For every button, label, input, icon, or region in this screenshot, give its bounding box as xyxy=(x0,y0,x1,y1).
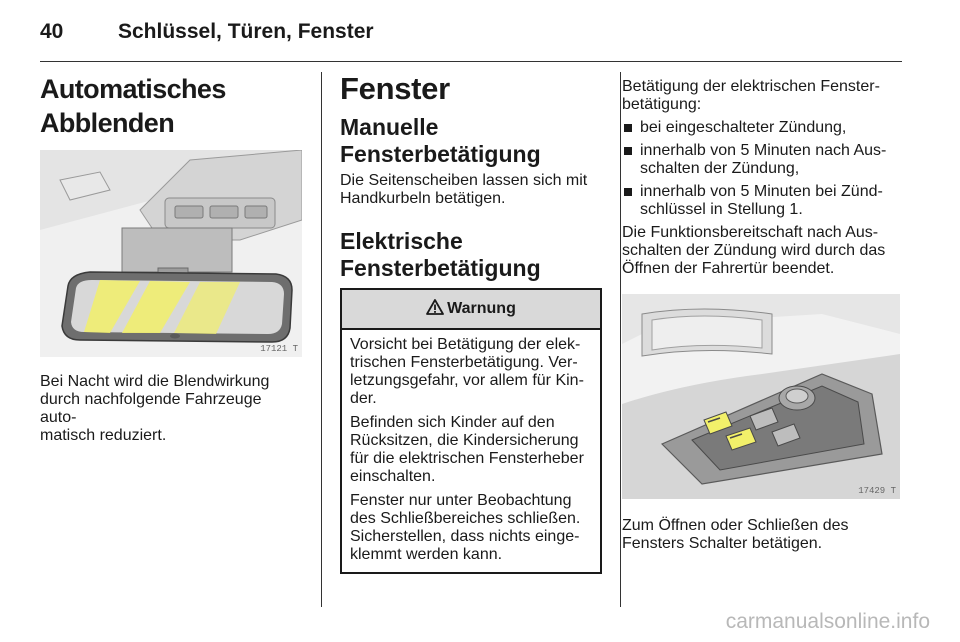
text-line: klemmt werden kann. xyxy=(350,546,503,563)
text-line: bei eingeschalteter Zündung, xyxy=(640,119,847,136)
text-line: Bei Nacht wird die Blendwirkung xyxy=(40,373,270,390)
text-line: innerhalb von 5 Minuten bei Zünd- xyxy=(640,183,883,200)
text-line: Betätigung der elektrischen Fenster- xyxy=(622,78,880,95)
bullet-square-icon xyxy=(624,124,632,132)
readiness-paragraph xyxy=(622,224,904,278)
figure-rearview-mirror xyxy=(40,150,302,357)
text-line: letzungsgefahr, vor allem für Kin- xyxy=(350,372,584,389)
text-line: innerhalb von 5 Minuten nach Aus- xyxy=(640,142,887,159)
text-line: Fenster nur unter Beobachtung xyxy=(350,492,572,509)
text-line: Elektrische xyxy=(340,228,463,254)
text-line: Fensterbetätigung xyxy=(340,255,541,281)
warning-paragraph xyxy=(350,336,592,408)
warning-title: Warnung xyxy=(447,300,516,317)
column-divider-2 xyxy=(620,72,621,607)
figure-window-switch xyxy=(622,294,900,499)
warning-paragraph xyxy=(350,414,592,486)
text-line: schalten der Zündung, xyxy=(640,160,800,177)
warning-icon xyxy=(426,299,444,320)
text-line: trischen Fensterbetätigung. Ver- xyxy=(350,354,578,371)
text-line: schalten der Zündung wird durch das xyxy=(622,242,886,259)
text-line: Fensterbetätigung xyxy=(340,141,541,167)
figure-code: 17121 T xyxy=(260,344,298,354)
text-line: Öffnen der Fahrertür beendet. xyxy=(622,260,835,277)
bullet-square-icon xyxy=(624,147,632,155)
text-line: einschalten. xyxy=(350,468,436,485)
section-heading-fenster: Fenster xyxy=(340,71,450,106)
list-item xyxy=(622,183,904,219)
manuelle-description xyxy=(340,172,602,208)
text-line: Zum Öffnen oder Schließen des xyxy=(622,517,849,534)
text-line: schlüssel in Stellung 1. xyxy=(640,201,803,218)
right-column xyxy=(622,78,904,553)
switch-caption xyxy=(622,517,904,553)
text-line: durch nachfolgende Fahrzeuge auto- xyxy=(40,391,262,426)
conditions-list xyxy=(622,119,904,219)
list-item xyxy=(622,119,904,137)
page-header xyxy=(40,14,920,48)
warning-header xyxy=(342,290,600,330)
text-line: matisch reduziert. xyxy=(40,427,167,444)
watermark: carmanualsonline.info xyxy=(725,610,930,633)
text-line: Handkurbeln betätigen. xyxy=(340,190,506,207)
text-line: für die elektrischen Fensterheber xyxy=(350,450,584,467)
text-line: Manuelle xyxy=(340,114,439,140)
text-line: Befinden sich Kinder auf den xyxy=(350,414,555,431)
subheading-elektrische xyxy=(340,228,602,282)
text-line: Die Funktionsbereitschaft nach Aus- xyxy=(622,224,879,241)
subheading-manuelle xyxy=(340,114,602,168)
chapter-title: Schlüssel, Türen, Fenster xyxy=(118,20,374,43)
warning-paragraph xyxy=(350,492,592,564)
middle-column xyxy=(340,72,602,574)
warning-box xyxy=(340,288,602,574)
electric-intro xyxy=(622,78,904,114)
text-line: des Schließbereiches schließen. xyxy=(350,510,581,527)
abblenden-description xyxy=(40,373,302,445)
section-heading-abblenden: Automatisches Abblenden xyxy=(40,74,226,138)
window-switch-illustration xyxy=(622,294,900,499)
column-divider-1 xyxy=(321,72,322,607)
text-line: Die Seitenscheiben lassen sich mit xyxy=(340,172,588,189)
bullet-square-icon xyxy=(624,188,632,196)
text-line: der. xyxy=(350,390,377,407)
left-column xyxy=(40,72,302,445)
rearview-mirror-illustration xyxy=(40,150,302,357)
page-number: 40 xyxy=(40,20,64,43)
list-item xyxy=(622,142,904,178)
text-line: Sicherstellen, dass nichts einge- xyxy=(350,528,580,545)
figure-code: 17429 T xyxy=(858,486,896,496)
text-line: Fensters Schalter betätigen. xyxy=(622,535,823,552)
header-divider xyxy=(40,61,902,62)
warning-body xyxy=(342,330,600,572)
text-line: betätigung: xyxy=(622,96,702,113)
text-line: Rücksitzen, die Kindersicherung xyxy=(350,432,579,449)
text-line: Vorsicht bei Betätigung der elek- xyxy=(350,336,581,353)
